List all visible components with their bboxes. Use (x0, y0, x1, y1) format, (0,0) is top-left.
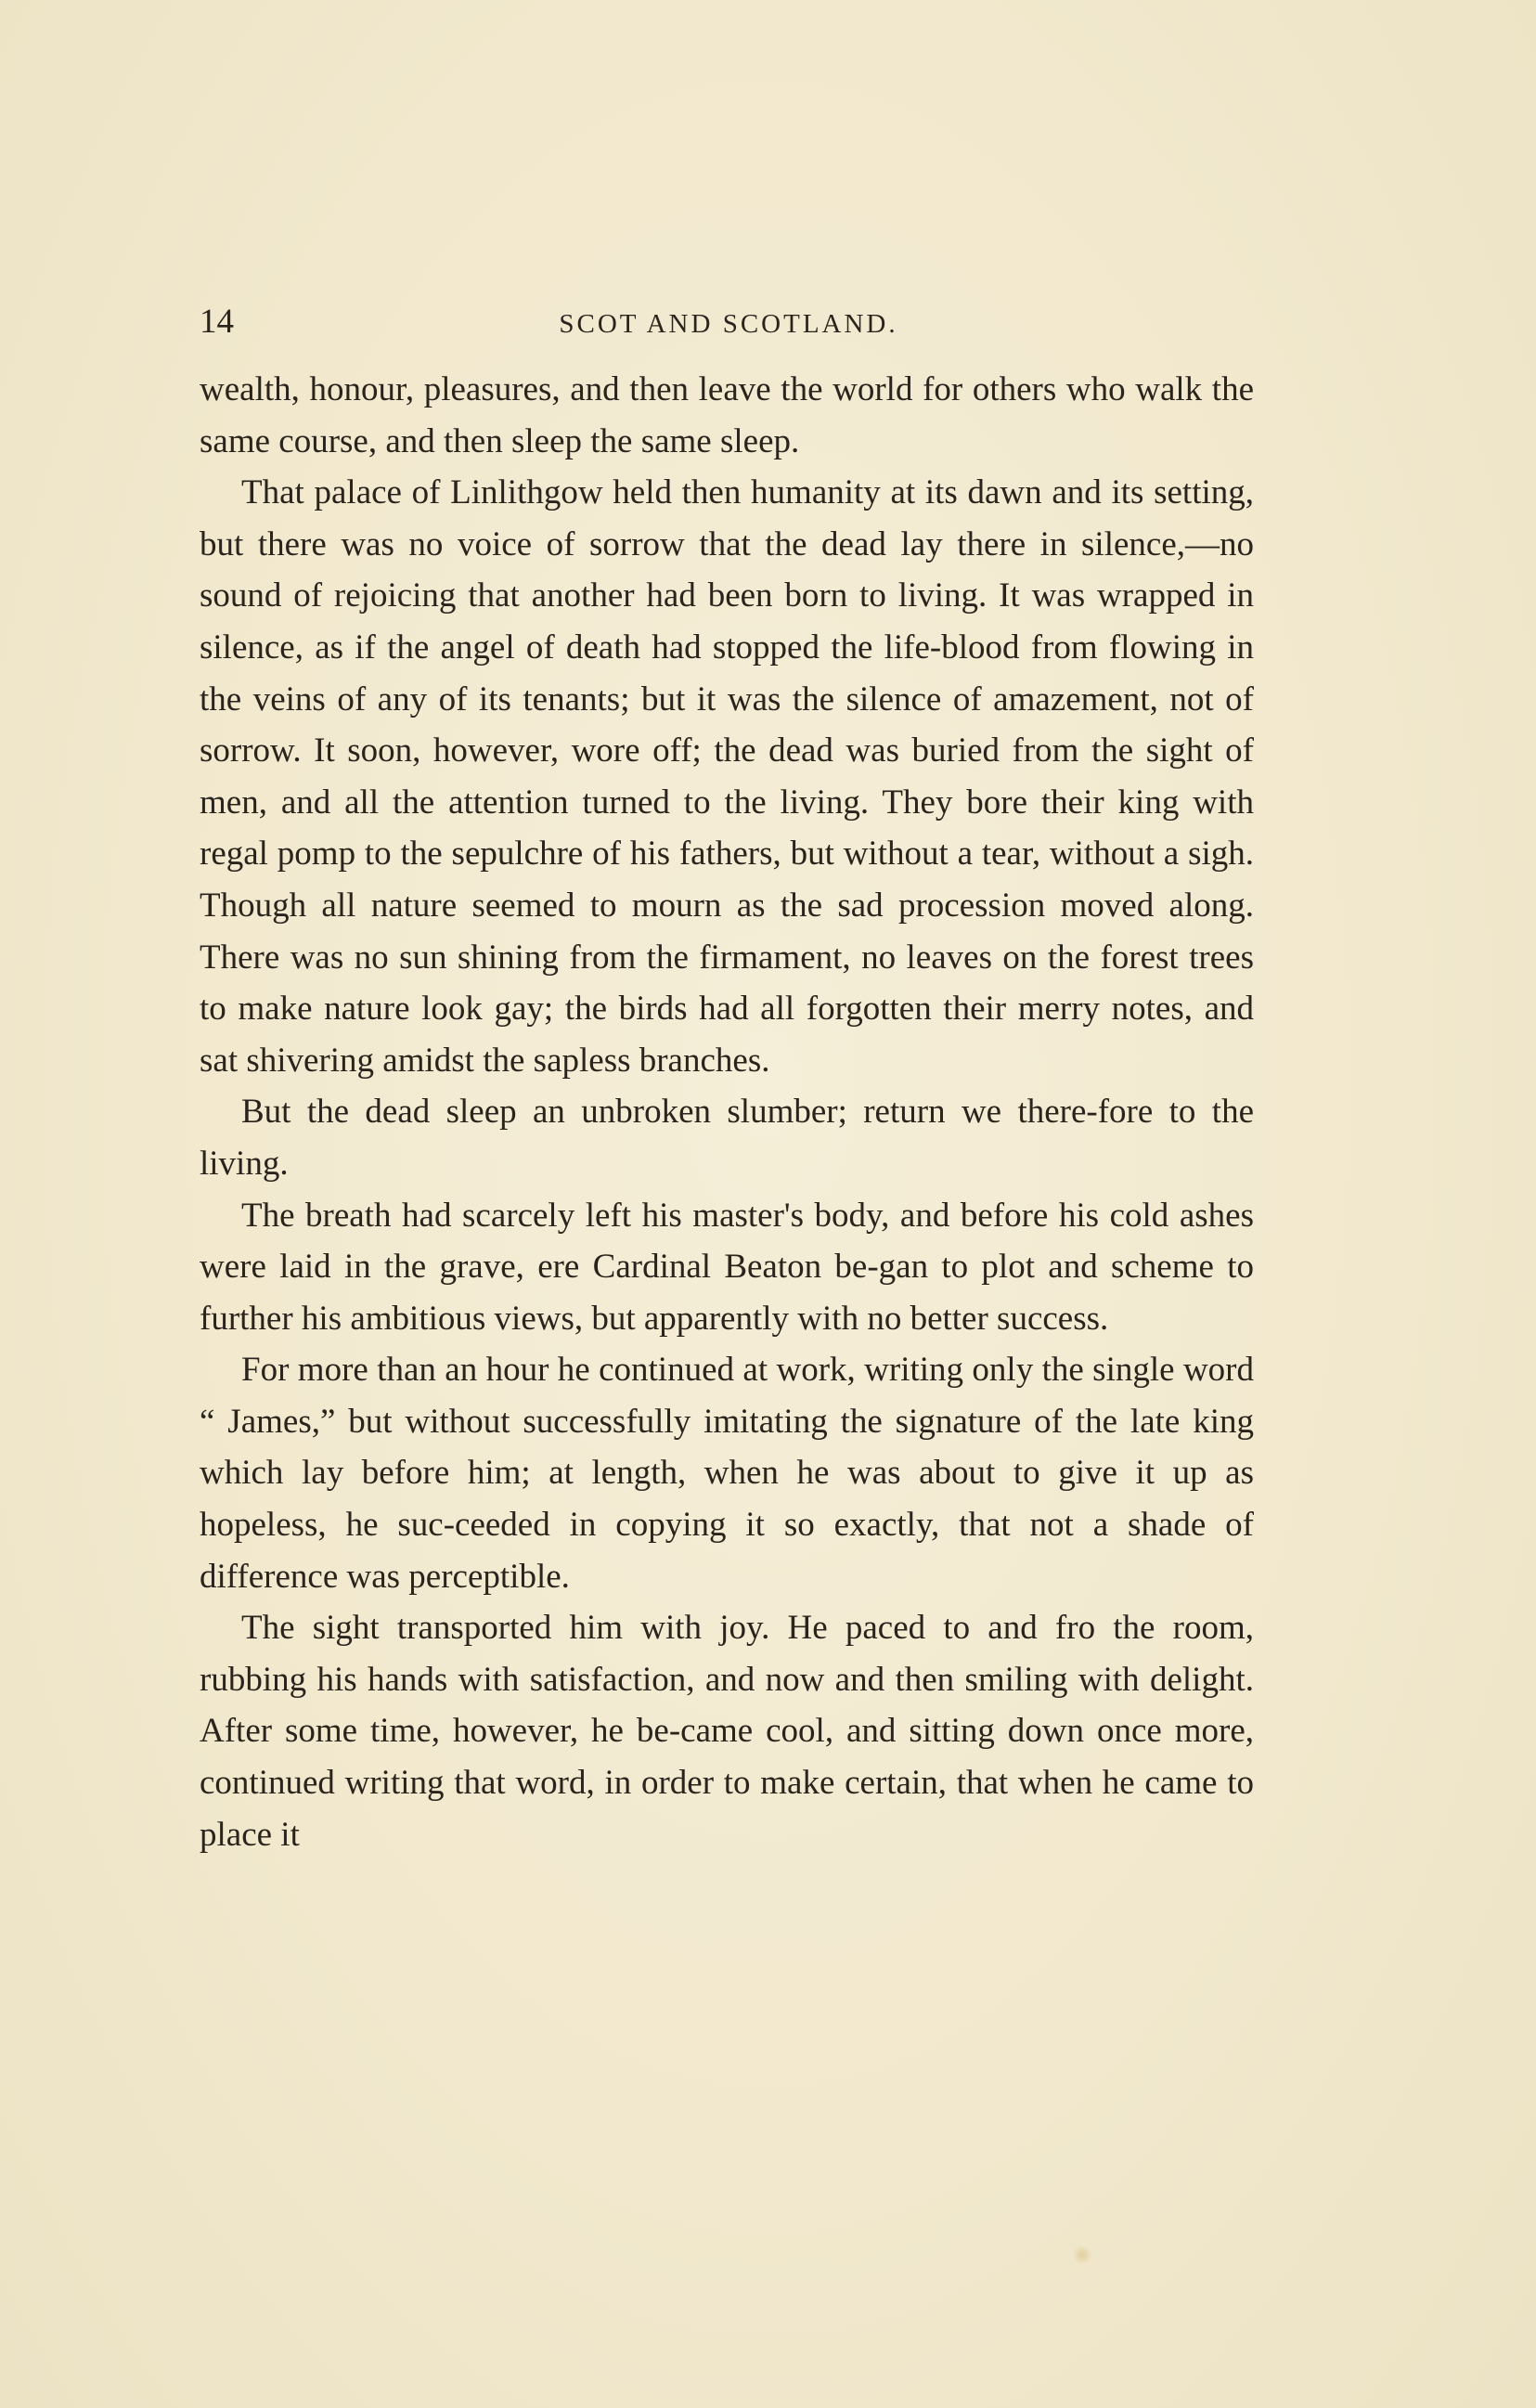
paragraph-joy: The sight transported him with joy. He paced to and fro the room, rubbing his hands with satisfaction, and now and then smiling with delight. After some time, however, he be-came cool, and sitting down once more, continued writing that word, in order to make certain, that when he came to place it (200, 1609, 1254, 1854)
paragraph-linlithgow: That palace of Linlithgow held then humanity at its dawn and its setting, but there was no voice of sorrow that the dead lay there in silence,—no sound of rejoicing that another had been born to living. It was wrapped in silence, as if the angel of death had stopped the life-blood from flowing in the veins of any of its tenants; but it was the silence of amazement, not of sorrow. It soon, however, wore off; the dead was buried from the sight of men, and all the attention turned to the living. They bore their king with regal pomp to the sepulchre of his fathers, but without a tear, without a sigh. Though all nature seemed to mourn as the sad procession moved along. There was no sun shining from the firmament, no leaves on the forest trees to make nature look gay; the birds had all forgotten their merry notes, and sat shivering amidst the sapless branches. (200, 473, 1254, 1080)
paragraph-continuation: wealth, honour, pleasures, and then leave the world for others who walk the same course, and then sleep the same sleep. (200, 370, 1254, 460)
paragraph-cardinal-beaton: The breath had scarcely left his master's body, and before his cold ashes were laid in the grave, ere Cardinal Beaton be-gan to plot and scheme to further his ambitious views, but apparently with no better success. (200, 1196, 1254, 1338)
page-number: 14 (200, 303, 234, 341)
page-header (200, 299, 1258, 345)
paragraph-signature: For more than an hour he continued at work, writing only the single word “ James,” but without successfully imitating the signature of the late king which lay before him; at length, when he was about to give it up as hopeless, he suc-ceeded in copying it so exactly, that not a shade of difference was perceptible. (200, 1351, 1254, 1596)
running-head: SCOT AND SCOTLAND. (559, 309, 898, 339)
paragraph-dead-sleep: But the dead sleep an unbroken slumber; return we there-fore to the living. (200, 1093, 1254, 1183)
paper-stain (1072, 2245, 1092, 2265)
body-text (200, 364, 1254, 1860)
